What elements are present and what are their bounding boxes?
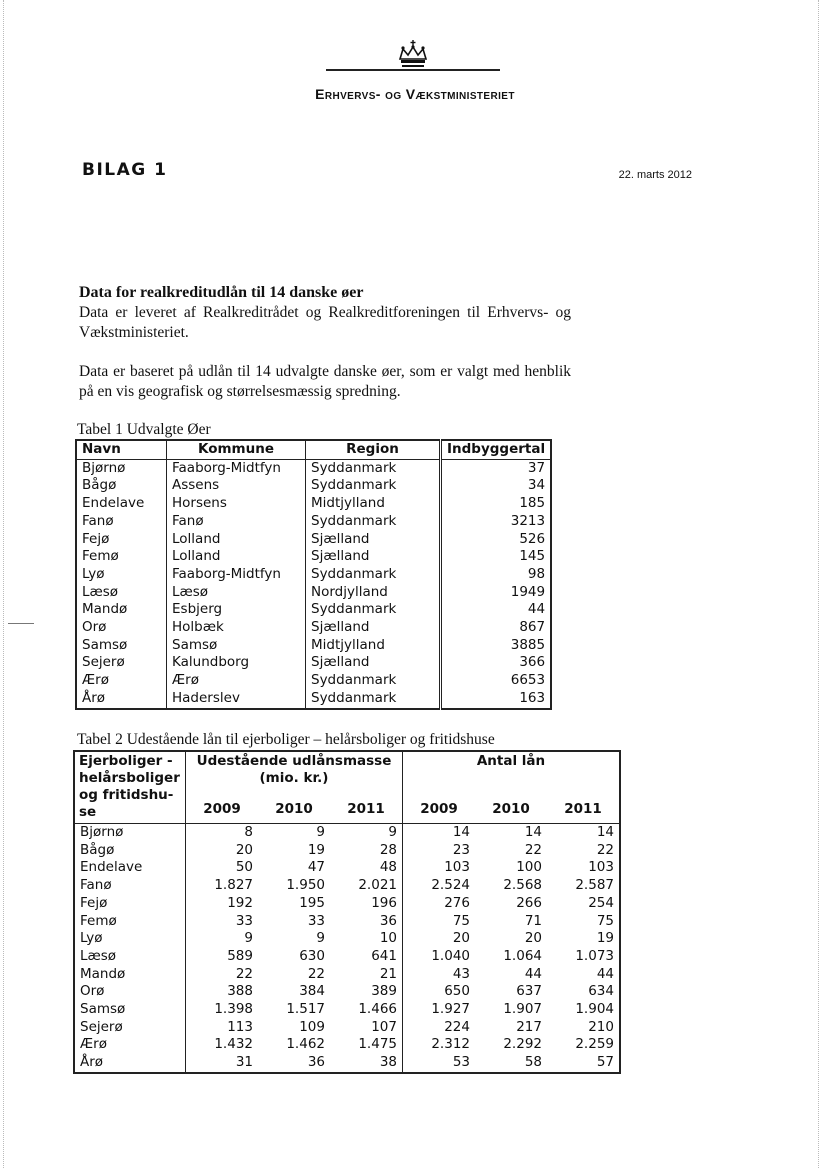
- volume-cell: 38: [379, 1054, 397, 1071]
- volume-cell: 1.950: [286, 877, 325, 894]
- population-cell: 3885: [441, 637, 552, 655]
- region-cell: Syddanmark: [306, 513, 441, 531]
- volume-cell: 109: [299, 1018, 325, 1035]
- island-name-cell: Bjørnø: [76, 459, 167, 477]
- year-header: 2010: [475, 787, 547, 824]
- ministry-name: [200, 86, 630, 102]
- crown-icon: [396, 40, 430, 70]
- loan-count-cell: 44: [596, 965, 614, 982]
- loan-count-cell: 57: [596, 1054, 614, 1071]
- year-header: 2009: [186, 787, 259, 824]
- loan-count-cell: 2.568: [503, 877, 542, 894]
- kommune-cell: Esbjerg: [167, 601, 306, 619]
- population-cell: 37: [441, 459, 552, 477]
- island-name-cell: Mandø: [76, 601, 167, 619]
- population-cell: 44: [441, 601, 552, 619]
- loan-count-cell: 43: [403, 966, 476, 984]
- loan-count-cell: 634: [588, 983, 614, 1000]
- loan-count-cell: 1.040: [403, 948, 476, 966]
- island-name-cell: Orø: [80, 983, 105, 1000]
- region-cell: Nordjylland: [306, 584, 441, 602]
- kommune-cell: Fanø: [167, 513, 306, 531]
- kommune-cell: Assens: [167, 477, 306, 495]
- year-header: 2011: [330, 787, 403, 824]
- document-date: 22. marts 2012: [618, 169, 692, 181]
- table-row: [76, 584, 551, 602]
- loan-count-cell: 637: [516, 983, 542, 1000]
- island-name-cell: Samsø: [76, 637, 167, 655]
- island-name-cell: Samsø: [80, 1001, 126, 1018]
- volume-cell: 1.466: [358, 1001, 397, 1018]
- table-row: [76, 566, 551, 584]
- loan-count-cell: 44: [524, 965, 542, 982]
- island-name-cell: Læsø: [76, 584, 167, 602]
- volume-cell: 107: [371, 1018, 397, 1035]
- loan-count-cell: 1.073: [575, 947, 614, 964]
- loans-table: [73, 750, 621, 1074]
- population-cell: 145: [441, 548, 552, 566]
- volume-cell: 1.475: [358, 1036, 397, 1053]
- table-row: [76, 690, 551, 709]
- row-header-label: [74, 751, 186, 824]
- population-cell: 6653: [441, 672, 552, 690]
- island-name-cell: Fanø: [80, 877, 112, 894]
- population-cell: 163: [441, 690, 552, 709]
- loan-count-cell: 14: [596, 824, 614, 840]
- table-row: [74, 913, 620, 931]
- population-cell: 98: [441, 566, 552, 584]
- island-name-cell: Lyø: [76, 566, 167, 584]
- loan-count-cell: 2.292: [503, 1036, 542, 1053]
- ministry-text: Erhvervs- og Vækstministeriet: [315, 86, 515, 102]
- table-row: [76, 654, 551, 672]
- loan-count-cell: 1.904: [575, 1001, 614, 1018]
- scan-edge: [3, 0, 5, 1168]
- island-name-cell: Bågø: [76, 477, 167, 495]
- volume-cell: 641: [371, 947, 397, 964]
- volume-cell: 48: [379, 859, 397, 876]
- volume-cell: 9: [316, 930, 325, 947]
- loan-count-cell: 1.907: [503, 1001, 542, 1018]
- kommune-cell: Lolland: [167, 548, 306, 566]
- loan-count-cell: 20: [403, 930, 476, 948]
- table-row: [76, 495, 551, 513]
- population-cell: 1949: [441, 584, 552, 602]
- loan-count-cell: 217: [516, 1018, 542, 1035]
- volume-cell: 10: [379, 930, 397, 947]
- region-cell: Sjælland: [306, 531, 441, 549]
- group-header-line: (mio. kr.): [259, 770, 329, 786]
- row-header-line: Ejerboliger -: [79, 753, 173, 769]
- loan-count-cell: 103: [588, 859, 614, 876]
- region-cell: Syddanmark: [306, 690, 441, 709]
- table-row: [76, 619, 551, 637]
- island-name-cell: Orø: [76, 619, 167, 637]
- loan-count-cell: 71: [524, 912, 542, 929]
- volume-cell: 389: [371, 983, 397, 1000]
- row-header-line: helårsboliger: [79, 770, 180, 786]
- loan-count-cell: 19: [596, 930, 614, 947]
- column-header-name: Navn: [76, 440, 167, 459]
- volume-cell: 384: [299, 983, 325, 1000]
- volume-cell: 36: [307, 1054, 325, 1071]
- island-name-cell: Bågø: [80, 841, 115, 858]
- table-row: [74, 983, 620, 1001]
- loan-count-cell: 1.927: [403, 1001, 476, 1019]
- attachment-title: BILAG 1: [82, 160, 168, 180]
- loan-count-cell: 23: [403, 842, 476, 860]
- loan-count-cell: 650: [403, 983, 476, 1001]
- year-header: 2009: [403, 787, 476, 824]
- table-header-row: [76, 440, 551, 459]
- island-name-cell: Fejø: [80, 894, 108, 911]
- kommune-cell: Holbæk: [167, 619, 306, 637]
- table-row: [76, 531, 551, 549]
- population-cell: 526: [441, 531, 552, 549]
- population-cell: 867: [441, 619, 552, 637]
- table-row: [74, 859, 620, 877]
- population-cell: 34: [441, 477, 552, 495]
- kommune-cell: Samsø: [167, 637, 306, 655]
- table-row: [74, 877, 620, 895]
- table-row: [76, 477, 551, 495]
- volume-cell: 22: [186, 966, 259, 984]
- table-row: [76, 548, 551, 566]
- loan-count-cell: 22: [524, 841, 542, 858]
- table-row: [74, 966, 620, 984]
- region-cell: Syddanmark: [306, 566, 441, 584]
- region-cell: Sjælland: [306, 548, 441, 566]
- loan-count-cell: 103: [403, 859, 476, 877]
- loan-count-cell: 2.312: [403, 1036, 476, 1054]
- row-header-line: og fritidshu-: [79, 787, 174, 803]
- loan-count-cell: 100: [516, 859, 542, 876]
- island-name-cell: Fanø: [76, 513, 167, 531]
- island-name-cell: Endelave: [76, 495, 167, 513]
- loan-count-cell: 2.259: [575, 1036, 614, 1053]
- loan-count-cell: 14: [403, 824, 476, 842]
- table1-caption: Tabel 1 Udvalgte Øer: [77, 421, 211, 438]
- loan-count-cell: 254: [588, 894, 614, 911]
- region-cell: Syddanmark: [306, 459, 441, 477]
- loan-count-cell: 14: [524, 824, 542, 840]
- table-header-row: [74, 751, 620, 787]
- column-header-indbyggertal: Indbyggertal: [441, 440, 552, 459]
- volume-cell: 630: [299, 947, 325, 964]
- table-row: [74, 1019, 620, 1037]
- population-cell: 366: [441, 654, 552, 672]
- volume-cell: 192: [186, 895, 259, 913]
- island-name-cell: Årø: [80, 1054, 104, 1071]
- table-row: [74, 948, 620, 966]
- loan-count-cell: 75: [403, 913, 476, 931]
- region-cell: Syddanmark: [306, 477, 441, 495]
- margin-mark: [8, 623, 34, 624]
- volume-cell: 33: [186, 913, 259, 931]
- island-name-cell: Mandø: [80, 965, 126, 982]
- volume-cell: 1.432: [186, 1036, 259, 1054]
- year-header: 2011: [547, 787, 620, 824]
- kommune-cell: Horsens: [167, 495, 306, 513]
- table-row: [76, 637, 551, 655]
- loan-count-cell: 1.064: [503, 947, 542, 964]
- volume-cell: 1.827: [186, 877, 259, 895]
- volume-cell: 388: [186, 983, 259, 1001]
- region-cell: Sjælland: [306, 654, 441, 672]
- volume-cell: 1.517: [286, 1001, 325, 1018]
- table-row: [74, 824, 620, 842]
- loan-count-cell: 58: [524, 1054, 542, 1071]
- table-row: [74, 895, 620, 913]
- kommune-cell: Faaborg-Midtfyn: [167, 566, 306, 584]
- region-cell: Syddanmark: [306, 672, 441, 690]
- island-name-cell: Sejerø: [80, 1018, 123, 1035]
- volume-cell: 9: [186, 930, 259, 948]
- island-name-cell: Endelave: [80, 859, 143, 876]
- population-cell: 3213: [441, 513, 552, 531]
- islands-table: [75, 439, 552, 710]
- loan-count-cell: 276: [403, 895, 476, 913]
- volume-cell: 50: [186, 859, 259, 877]
- loan-count-cell: 75: [596, 912, 614, 929]
- volume-cell: 20: [186, 842, 259, 860]
- table-row: [74, 842, 620, 860]
- section-heading: Data for realkreditudlån til 14 danske øer: [79, 284, 364, 301]
- volume-cell: 1.462: [286, 1036, 325, 1053]
- loan-count-cell: 22: [596, 841, 614, 858]
- table-row: [74, 1001, 620, 1019]
- island-name-cell: Læsø: [80, 947, 117, 964]
- volume-cell: 47: [307, 859, 325, 876]
- table-row: [76, 513, 551, 531]
- island-name-cell: Sejerø: [76, 654, 167, 672]
- table-row: [76, 601, 551, 619]
- volume-cell: 2.021: [358, 877, 397, 894]
- region-cell: Sjælland: [306, 619, 441, 637]
- paragraph-basis: Data er baseret på udlån til 14 udvalgte danske øer, som er valgt med henblik på en vis geografisk og størrelsesmæssig spredning.: [79, 363, 571, 400]
- volume-cell: 19: [307, 841, 325, 858]
- loan-count-cell: 266: [516, 894, 542, 911]
- column-header-region: Region: [306, 440, 441, 459]
- volume-cell: 9: [316, 824, 325, 840]
- volume-cell: 28: [379, 841, 397, 858]
- volume-cell: 33: [307, 912, 325, 929]
- kommune-cell: Haderslev: [167, 690, 306, 709]
- group-header-count: Antal lån: [403, 751, 621, 787]
- group-header-line: Udestående udlånsmasse: [196, 753, 392, 769]
- volume-cell: 196: [371, 894, 397, 911]
- column-header-kommune: Kommune: [167, 440, 306, 459]
- row-header-line: se: [79, 804, 97, 820]
- island-name-cell: Lyø: [80, 930, 103, 947]
- scan-edge: [818, 0, 820, 1168]
- volume-cell: 8: [186, 824, 259, 842]
- table2-caption: Tabel 2 Udestående lån til ejerboliger – helårsboliger og fritidshuse: [77, 731, 495, 748]
- island-name-cell: Bjørnø: [80, 824, 124, 840]
- kommune-cell: Faaborg-Midtfyn: [167, 459, 306, 477]
- region-cell: Midtjylland: [306, 495, 441, 513]
- volume-cell: 195: [299, 894, 325, 911]
- region-cell: Midtjylland: [306, 637, 441, 655]
- island-name-cell: Femø: [80, 912, 117, 929]
- island-name-cell: Ærø: [80, 1036, 107, 1053]
- volume-cell: 31: [186, 1054, 259, 1073]
- paragraph-source: Data er leveret af Realkreditrådet og Realkreditforeningen til Erhvervs- og Vækstministeriet.: [79, 304, 571, 341]
- volume-cell: 589: [186, 948, 259, 966]
- volume-cell: 1.398: [186, 1001, 259, 1019]
- table-row: [74, 930, 620, 948]
- volume-cell: 9: [388, 824, 397, 840]
- year-header: 2010: [258, 787, 330, 824]
- island-name-cell: Ærø: [76, 672, 167, 690]
- loan-count-cell: 2.587: [575, 877, 614, 894]
- table-row: [74, 1036, 620, 1054]
- volume-cell: 36: [379, 912, 397, 929]
- table-row: [76, 459, 551, 477]
- region-cell: Syddanmark: [306, 601, 441, 619]
- island-name-cell: Årø: [76, 690, 167, 709]
- loan-count-cell: 210: [588, 1018, 614, 1035]
- island-name-cell: Femø: [76, 548, 167, 566]
- loan-count-cell: 2.524: [403, 877, 476, 895]
- island-name-cell: Fejø: [76, 531, 167, 549]
- kommune-cell: Ærø: [167, 672, 306, 690]
- volume-cell: 21: [379, 965, 397, 982]
- loan-count-cell: 53: [403, 1054, 476, 1073]
- table-row: [74, 1054, 620, 1073]
- loan-count-cell: 20: [524, 930, 542, 947]
- letterhead-rule: [326, 69, 500, 71]
- volume-cell: 22: [307, 965, 325, 982]
- loan-count-cell: 224: [403, 1019, 476, 1037]
- kommune-cell: Kalundborg: [167, 654, 306, 672]
- group-header-volume: [186, 751, 403, 787]
- kommune-cell: Lolland: [167, 531, 306, 549]
- kommune-cell: Læsø: [167, 584, 306, 602]
- table-row: [76, 672, 551, 690]
- population-cell: 185: [441, 495, 552, 513]
- volume-cell: 113: [186, 1019, 259, 1037]
